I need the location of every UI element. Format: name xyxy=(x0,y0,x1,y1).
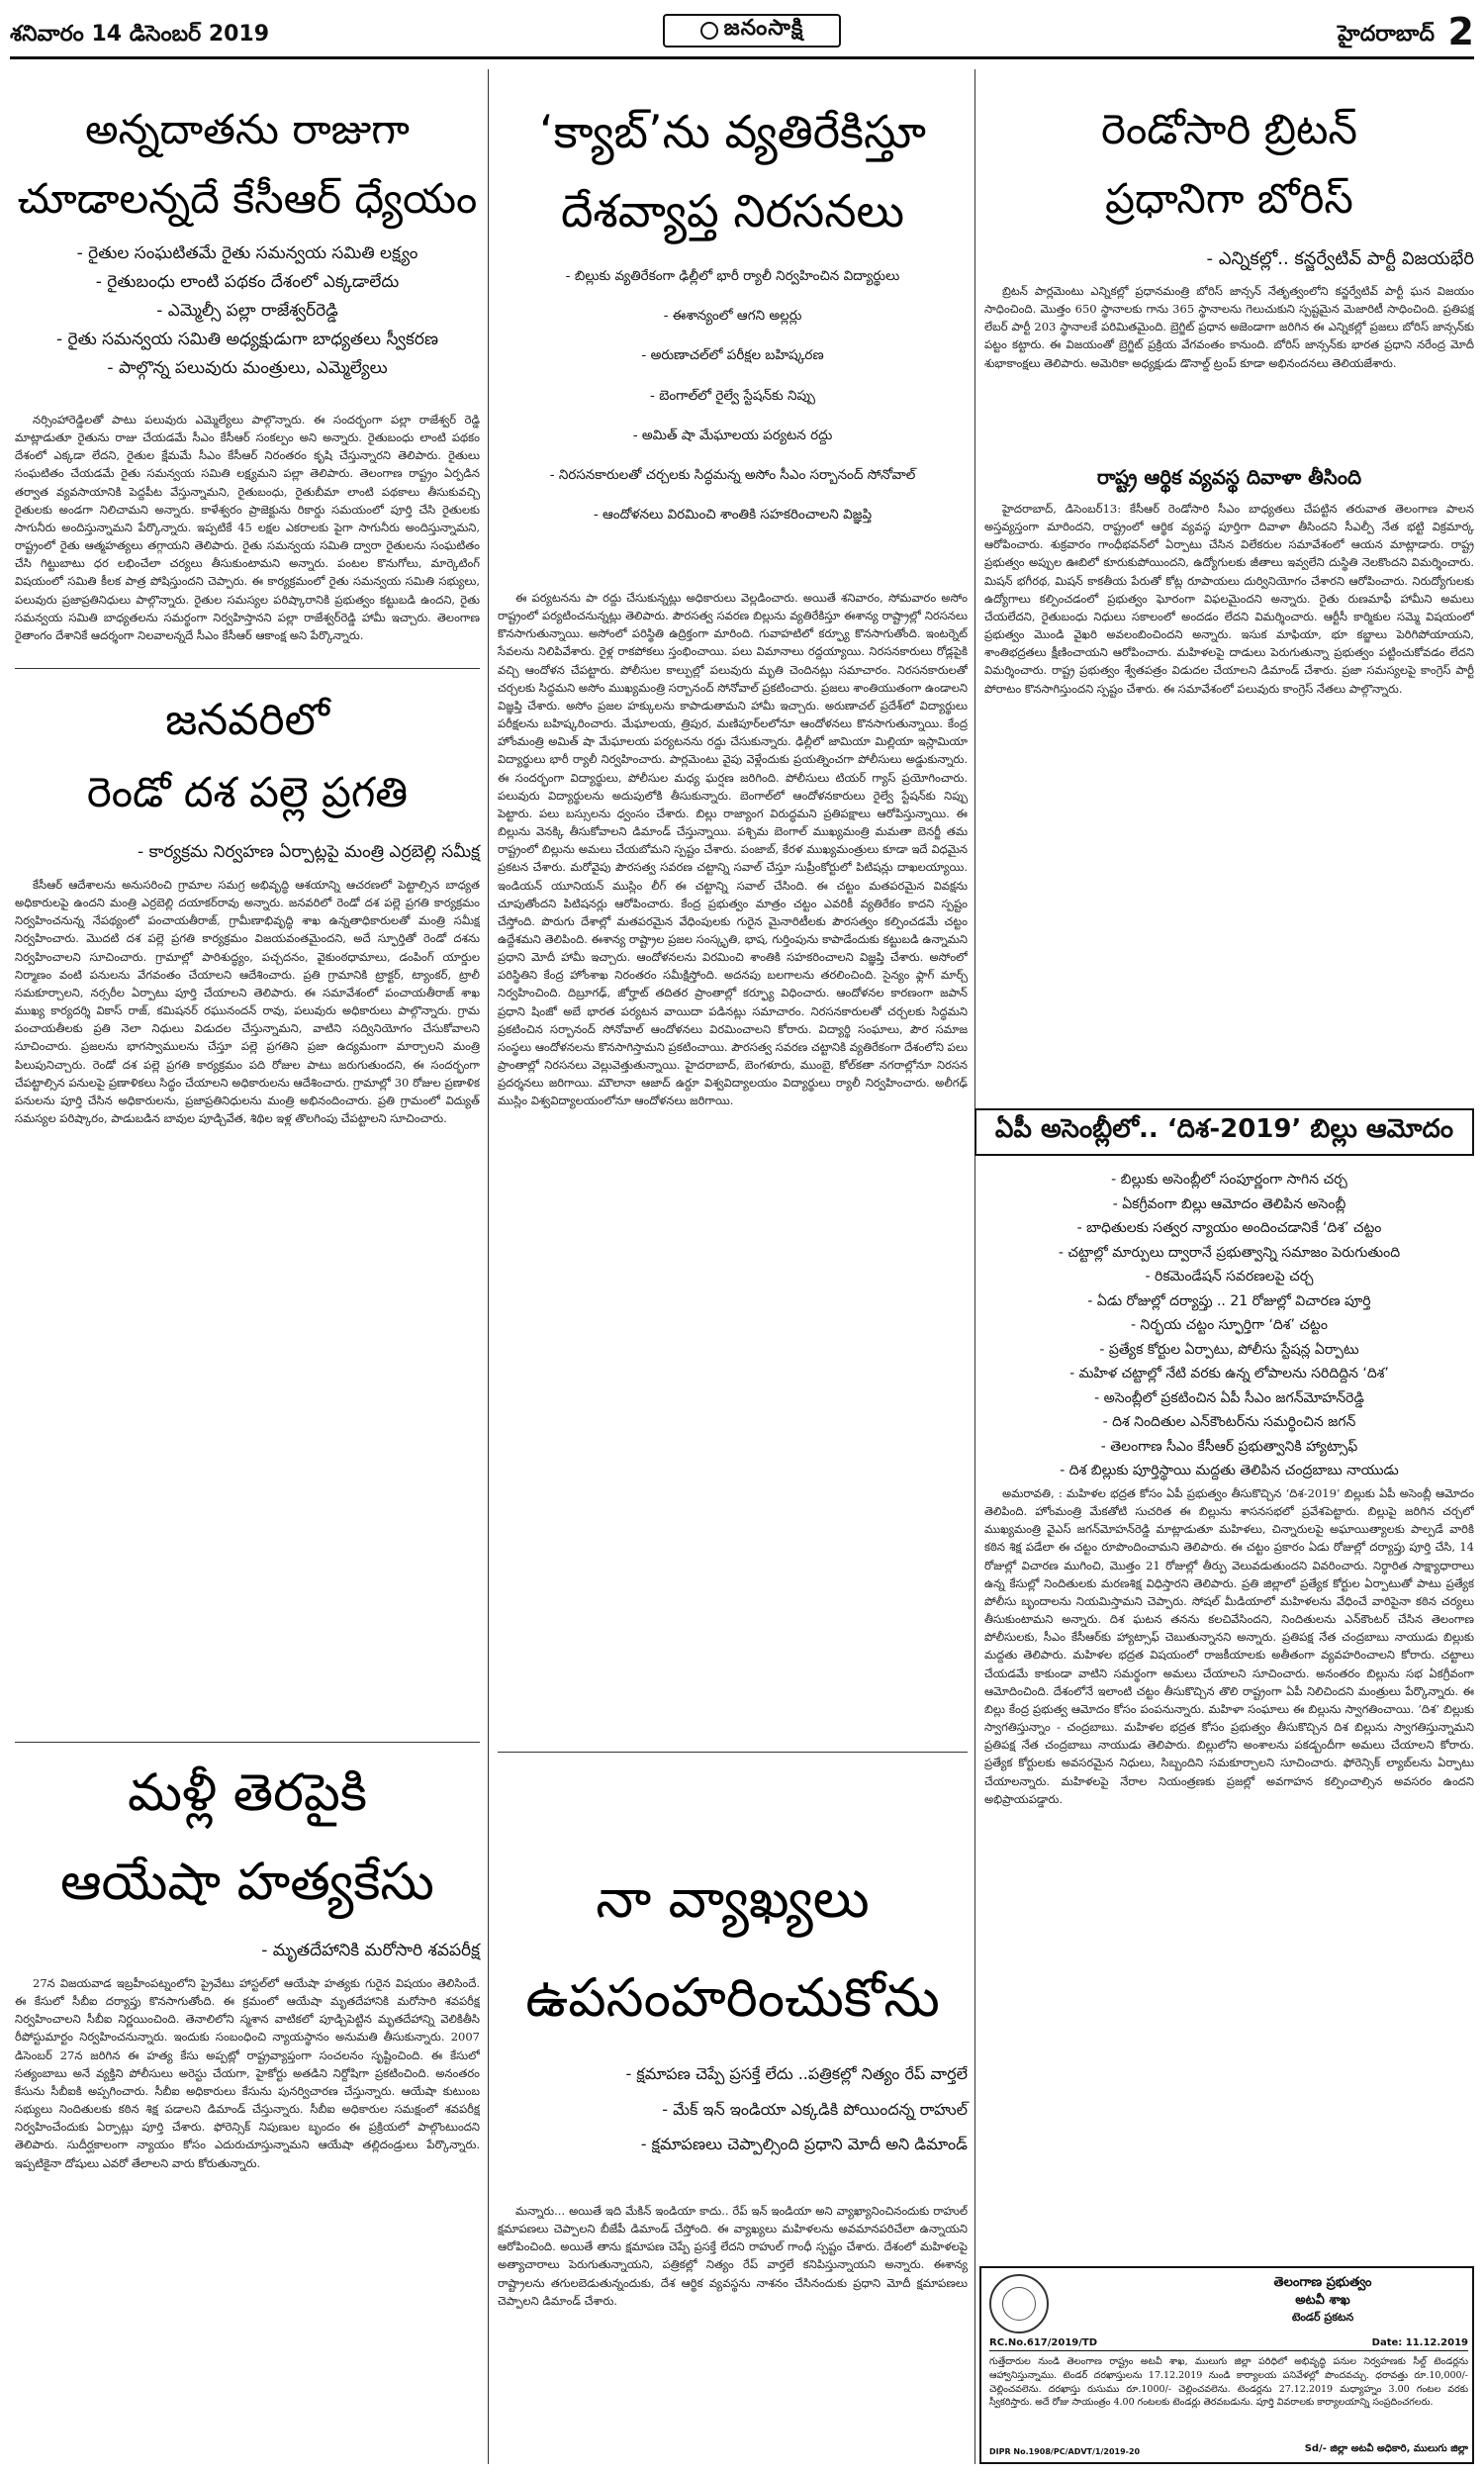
logo-icon xyxy=(700,22,718,40)
subhead: - రైతుబంధు లాంటి పథకం దేశంలో ఎక్కడాలేదు xyxy=(95,271,400,292)
subhead-boris: - ఎన్నికల్లో.. కన్జర్వేటివ్‌ పార్టీ విజయభేరి xyxy=(1206,248,1474,269)
ad-rc-number: RC.No.617/2019/TD xyxy=(989,2337,1098,2348)
article-body-cab: ఈ పర్యటనను పా రద్దు చేసుకున్నట్లు అధికారులు వెల్లడించారు. అయితే శనివారం, సోమవారం అసోం రాష్ట్రంలో పర్యటించనున్నట్లు తెలిపారు. పౌరసత్వ సవరణ బిల్లును వ్యతిరేకిస్తూ ఈశాన్య రాష్ట్రాల్లో నిరసనలు కొనసాగుతున్నాయి. అసోంలో పరిస్థితి ఉద్రిక్తంగా మారింది. గువాహటిలో కర్ఫ్యూ కొనసాగుతోంది. ఇంటర్నెట్‌ సేవలను నిలిపివేశారు. రైళ్ల రాకపోకలు స్తంభించాయి. పలు విమానాలు రద్దయ్యాయి. నిరసనకారులు రోడ్లపైకి వచ్చి ఆందోళన చేపట్టారు. పోలీసుల కాల్పుల్లో పలువురు మృతి చెందినట్లు సమాచారం. నిరసనకారులతో చర్చలకు సిద్ధమని అసోం ముఖ్యమంత్రి సర్బానంద్‌ సోనోవాల్‌ ప్రకటించారు. ప్రజలు శాంతియుతంగా ఉండాలని విజ్ఞప్తి చేశారు. అసోం ప్రజల హక్కులను కాపాడుతామని హామీ ఇచ్చారు. అరుణాచల్‌ ప్రదేశ్‌లో విద్యార్థులు పరీక్షలను బహిష్కరించారు. మేఘాలయ, త్రిపుర, మణిపూర్‌లలోనూ ఆందోళనలు కొనసాగుతున్నాయి. కేంద్ర హోంమంత్రి అమిత్‌ షా మేఘాలయ పర్యటనను రద్దు చేసుకున్నారు. ఢిల్లీలో జామియా మిల్లియా ఇస్లామియా విద్యార్థులు భారీ ర్యాలీ నిర్వహించారు. పార్లమెంటు వైపు వెళ్లేందుకు ప్రయత్నించగా పోలీసులు అడ్డుకున్నారు. ఈ సందర్భంగా విద్యార్థులు, పోలీసుల మధ్య ఘర్షణ జరిగింది. పోలీసులు టియర్‌ గ్యాస్‌ ప్రయోగించారు. పలువురు విద్యార్థులను అదుపులోకి తీసుకున్నారు. బెంగాల్‌లో ఆందోళనకారులు రైల్వే స్టేషన్‌కు నిప్పు పెట్టారు. పలు బస్సులను ధ్వంసం చేశారు. బిల్లు రాజ్యాంగ విరుద్ధమని ప్రతిపక్షాలు ఆరోపిస్తున్నాయి. ఈ బిల్లును వెనక్కి తీసుకోవాలని డిమాండ్‌ చేస్తున్నాయి. పశ్చిమ బెంగాల్‌ ముఖ్యమంత్రి మమతా బెనర్జీ తమ రాష్ట్రంలో బిల్లును అమలు చేయబోమని స్పష్టం చేశారు. పంజాబ్‌, కేరళ ముఖ్యమంత్రులు కూడా ఇదే విధమైన ప్రకటన చేశారు. మరోవైపు పౌరసత్వ సవరణ చట్టాన్ని సవాల్‌ చేస్తూ సుప్రీంకోర్టులో పిటిషన్లు దాఖలయ్యాయి. ఇండియన్‌ యూనియన్‌ ముస్లిం లీగ్‌ ఈ చట్టాన్ని సవాల్‌ చేసింది. ఈ చట్టం మతపరమైన వివక్షను చూపుతోందని పిటిషనర్లు ఆరోపించారు. కేంద్ర ప్రభుత్వం మాత్రం చట్టం ఎవరికీ వ్యతిరేకం కాదని స్పష్టం చేస్తోంది. పొరుగు దేశాల్లో మతపరమైన వేధింపులకు గురైన మైనారిటీలకు పౌరసత్వం కల్పించడమే చట్టం ఉద్దేశమని తెలిపింది. ఈశాన్య రాష్ట్రాల ప్రజల సంస్కృతి, భాష, గుర్తింపును కాపాడేందుకు కట్టుబడి ఉన్నామని ప్రధాని మోదీ హామీ ఇచ్చారు. ఆందోళనలను విరమించి శాంతికి సహకరించాలని విజ్ఞప్తి చేశారు. అసోంలో పరిస్థితిని కేంద్ర హోంశాఖ నిరంతరం సమీక్షిస్తోంది. అదనపు బలగాలను తరలించింది. సైన్యం ఫ్లాగ్‌ మార్చ్‌ నిర్వహించింది. దిబ్రూగఢ్‌, జోర్హాట్‌ తదితర ప్రాంతాల్లో కర్ఫ్యూ విధించారు. ఆందోళనల కారణంగా జపాన్‌ ప్రధాని షింజో అబే భారత పర్యటన వాయిదా పడినట్లు సమాచారం. నిరసనకారులతో చర్చలకు సిద్ధమని ప్రకటించిన సర్బానంద్‌ సోనోవాల్‌ ఆందోళనలు విరమించాలని కోరారు. విద్యార్థి సంఘాలు, పౌర సమాజ సంస్థలు ఆందోళనలను కొనసాగిస్తామని ప్రకటించాయి. పౌరసత్వ సవరణ చట్టానికి వ్యతిరేకంగా దేశంలోని పలు ప్రాంతాల్లో నిరసనలు వెల్లువెత్తుతున్నాయి. హైదరాబాద్‌, బెంగళూరు, ముంబై, కోల్‌కతా నగరాల్లోనూ నిరసన ప్రదర్శనలు జరిగాయి. మౌలానా ఆజాద్‌ ఉర్దూ విశ్వవిద్యాలయం విద్యార్థులు ర్యాలీ నిర్వహించారు. అలీగఢ్‌ ముస్లిం విశ్వవిద్యాలయంలోనూ ఆందోళనలు జరిగాయి. xyxy=(498,591,968,1108)
headline-annadata-line-2: చూడాలన్నదే కేసీఆర్‌ ధ్యేయం xyxy=(17,174,478,223)
article-divider xyxy=(498,1752,968,1753)
article-divider xyxy=(15,668,480,669)
subhead: - క్షమాపణలు చెప్పాల్సింది ప్రధాని మోదీ అని డిమాండ్‌ xyxy=(640,2135,968,2154)
bullet-item: - రికమెండేషన్‌ సవరణలపై చర్చ xyxy=(1145,1269,1314,1285)
ad-reference-row xyxy=(989,2337,1468,2351)
ad-dipr-number: DIPR No.1908/PC/ADVT/1/2019-20 xyxy=(989,2447,1141,2456)
ad-date: Date: 11.12.2019 xyxy=(1371,2337,1468,2348)
article-body-annadata: నర్సింహారెడ్డిలతో పాటు పలువురు ఎమ్మెల్యేలు పాల్గొన్నారు. ఈ సందర్భంగా పల్లా రాజేశ్వర్‌ రెడ్డి మాట్లాడుతూ రైతును రాజు చేయడమే సీఎం కేసీఆర్‌ సంకల్పం అని అన్నారు. రైతుబంధు లాంటి పథకం దేశంలో ఎక్కడా లేదని, రైతుల క్షేమమే సీఎం కేసీఆర్‌ నిరంతరం కృషి చేస్తున్నారని తెలిపారు. రైతులు సంఘటితం చేయడమే రైతు సమన్వయ సమితి లక్ష్యమని పల్లా తెలిపారు. తెలంగాణ రాష్ట్రం ఏర్పడిన తర్వాత వ్యవసాయానికి పెద్దపీట వేస్తున్నామని, రైతుబంధు, రైతుబీమా లాంటి పథకాలు తీసుకువచ్చి రైతులకు అండగా నిలిచామని అన్నారు. కాళేశ్వరం ప్రాజెక్టును రికార్డు సమయంలో పూర్తి చేసి రైతులకు సాగునీరు అందిస్తున్నామని పేర్కొన్నారు. ఇప్పటికే 45 లక్షల ఎకరాలకు పైగా సాగునీరు అందిస్తున్నామని, రాష్ట్రంలో రైతు ఆత్మహత్యలు తగ్గాయని తెలిపారు. రైతు సమన్వయ సమితి ద్వారా రైతులను సంఘటితం చేసి గిట్టుబాటు ధర లభించేలా చర్యలు తీసుకుంటామని అన్నారు. పంటల కొనుగోలు, మార్కెటింగ్‌ విషయంలో సమితి కీలక పాత్ర పోషిస్తుందని చెప్పారు. ఈ కార్యక్రమంలో రైతు సమన్వయ సమితి సభ్యులు, పలువురు ప్రజాప్రతినిధులు పాల్గొన్నారు. రైతుల సమస్యల పరిష్కారానికి ప్రభుత్వం కట్టుబడి ఉందని, రైతు సమన్వయ సమితి బాధ్యతలను సమర్థంగా నిర్వహిస్తానని పల్లా రాజేశ్వర్‌రెడ్డి హామీ ఇచ్చారు. తెలంగాణ రైతాంగం దేశానికే ఆదర్శంగా నిలవాలన్నదే సీఎం కేసీఆర్‌ ఆకాంక్ష అని పేర్కొన్నారు. xyxy=(15,413,480,642)
bullet-item: - దిశ బిల్లుకు పూర్తిస్థాయి మద్దతు తెలిపిన చంద్రబాబు నాయుడు xyxy=(1060,1463,1399,1478)
subhead-economy: రాష్ట్ర ఆర్థిక వ్యవస్థ దివాళా తీసింది xyxy=(1096,465,1362,489)
tender-advertisement xyxy=(979,2266,1474,2464)
headline-disha-bill: ఏపీ అసెంబ్లీలో.. ‘దిశ-2019’ బిల్లు ఆమోదం xyxy=(974,1108,1474,1156)
ad-department: తెలంగాణ ప్రభుత్వం అటవీ శాఖ టెండర్‌ ప్రకటన xyxy=(1273,2275,1372,2325)
bullet-item: - బిల్లుకు అసెంబ్లీలో సంపూర్ణంగా సాగిన చర్చ xyxy=(1111,1172,1347,1188)
headline-cab-line-2: దేశవ్యాప్త నిరసనలు xyxy=(560,184,905,238)
bullet-item: - మహిళ చట్టాల్లో నేటి వరకు ఉన్న లోపాలను సరిదిద్దిన ‘దిశ’ xyxy=(1069,1366,1389,1381)
edition-city: హైదరాబాద్ xyxy=(1338,22,1435,47)
page-number: 2 xyxy=(1447,10,1474,53)
subhead-palle-pragathi: - కార్యక్రమ నిర్వహణ ఏర్పాట్లపై మంత్రి ఎర్రబెల్లి సమీక్ష xyxy=(138,842,480,862)
subhead: - ఆందోళనలు విరమించి శాంతికి సహకరించాలని విజ్ఞప్తి xyxy=(593,507,873,524)
subhead: - బెంగాల్‌లో రైల్వే స్టేషన్‌కు నిప్పు xyxy=(650,387,815,404)
bullet-item: - చట్టాల్లో మార్పులు ద్వారానే ప్రభుత్వాన్ని సమాజం పెరుగుతుంది xyxy=(1058,1244,1401,1261)
subhead: - అరుణాచల్‌లో పరీక్షల బహిష్కరణ xyxy=(641,347,824,364)
subhead: - అమిత్‌ షా మేఘాలయ పర్యటన రద్దు xyxy=(632,427,833,443)
bullet-item: - దిశ నిందితుల ఎన్‌కౌంటర్‌ను సమర్థించిన జగన్‌ xyxy=(1102,1414,1356,1430)
column-rule xyxy=(974,69,975,2464)
subhead: - నిరసనకారులతో చర్చలకు సిద్ధమన్న అసోం సీఎం సర్బానంద్‌ సోనోవాల్‌ xyxy=(549,467,916,484)
government-seal-icon xyxy=(989,2274,1049,2333)
article-body-disha-bill: అమరావతి, : మహిళల భద్రత కోసం ఏపీ ప్రభుత్వం తీసుకొచ్చిన ‘దిశ-2019’ బిల్లుకు ఏపీ అసెంబ్లీ ఆమోదం తెలిపింది. హోంమంత్రి మేకతోటి సుచరిత ఈ బిల్లును శాసనసభలో ప్రవేశపెట్టారు. బిల్లుపై జరిగిన చర్చలో ముఖ్యమంత్రి వైఎస్‌ జగన్‌మోహన్‌రెడ్డి మాట్లాడుతూ మహిళలు, చిన్నారులపై అఘాయిత్యాలకు పాల్పడే వారికి కఠిన శిక్ష పడేలా ఈ చట్టం రూపొందించామని తెలిపారు. ఈ చట్టం ప్రకారం ఏడు రోజుల్లో దర్యాప్తు పూర్తి చేసి, 14 రోజుల్లో విచారణ ముగించి, మొత్తం 21 రోజుల్లో తీర్పు వెలువడుతుందని వివరించారు. నిర్ధారిత సాక్ష్యాధారాలు ఉన్న కేసుల్లో నిందితులకు మరణశిక్ష విధిస్తారని తెలిపారు. ప్రతి జిల్లాలో ప్రత్యేక కోర్టుల ఏర్పాటుతో పాటు ప్రత్యేక పోలీసు బృందాలను నియమిస్తామని చెప్పారు. సోషల్‌ మీడియాలో మహిళలను వేధించే వారిపైనా కఠిన చర్యలు తీసుకుంటామని అన్నారు. దిశ ఘటన తనను కలచివేసిందని, నిందితులను ఎన్‌కౌంటర్‌ చేసిన తెలంగాణ పోలీసులకు, సీఎం కేసీఆర్‌కు హ్యాట్సాఫ్‌ చెబుతున్నానని అన్నారు. ప్రతిపక్ష నేత చంద్రబాబు నాయుడు బిల్లుకు మద్దతు తెలిపారు. మహిళల భద్రత విషయంలో రాజకీయాలకు అతీతంగా వ్యవహరించాలని కోరారు. చట్టాలు చేయడమే కాకుండా వాటిని సమర్థంగా అమలు చేయాలని సూచించారు. అనంతరం బిల్లును సభ ఏకగ్రీవంగా ఆమోదించింది. దేశంలోనే ఇలాంటి చట్టం తీసుకొచ్చిన తొలి రాష్ట్రంగా ఏపీ నిలిచిందని మంత్రులు పేర్కొన్నారు. ఈ బిల్లు కేంద్ర ప్రభుత్వ ఆమోదం కోసం పంపనున్నారు. మహిళా సంఘాలు ఈ బిల్లును స్వాగతించాయి. ‘దిశ’ బిల్లుకు స్వాగతిస్తున్నాం - చంద్రబాబు. మహిళల భద్రత కోసం ప్రభుత్వం తీసుకొచ్చిన దిశ బిల్లును స్వాగతిస్తున్నామని ప్రతిపక్ష నేత చంద్రబాబు నాయుడు తెలిపారు. బిల్లులోని అంశాలను పకడ్బందీగా అమలు చేయాలని కోరారు. ప్రత్యేక కోర్టులకు అవసరమైన నిధులు, సిబ్బందిని సమకూర్చాలని సూచించారు. ఫోరెన్సిక్‌ ల్యాబ్‌లను ఏర్పాటు చేయాలన్నారు. మహిళలపై నేరాల నియంత్రణకు ప్రజల్లో అవగాహన కల్పించాల్సిన అవసరం ఉందని అభిప్రాయపడ్డారు. xyxy=(984,1486,1474,1806)
subhead: - మేక్‌ ఇన్‌ ఇండియా ఎక్కడికి పోయిందన్న రాహుల్‌ xyxy=(662,2099,968,2119)
headline-ayesha-line-2: ఆయేషా హత్యకేసు xyxy=(60,1853,434,1912)
article-body-palle-pragathi: కేసీఆర్‌ ఆదేశాలను అనుసరించి గ్రామాల సమగ్ర అభివృద్ధి ఆశయాన్ని ఆచరణలో పెట్టాల్సిన బాధ్యత అధికారులపై ఉందని మంత్రి ఎర్రబెల్లి దయాకర్‌రావు అన్నారు. జనవరిలో రెండో దశ పల్లె ప్రగతి కార్యక్రమం నిర్వహించనున్న నేపథ్యంలో పంచాయతీరాజ్‌, గ్రామీణాభివృద్ధి శాఖ ఉన్నతాధికారులతో మంత్రి సమీక్ష నిర్వహించారు. మొదటి దశ పల్లె ప్రగతి కార్యక్రమం విజయవంతమైందని, అదే స్ఫూర్తితో రెండో దశను నిర్వహించాలని సూచించారు. గ్రామాల్లో పారిశుద్ధ్యం, పచ్చదనం, వైకుంఠధామాలు, డంపింగ్‌ యార్డుల నిర్మాణం వంటి పనులను వేగవంతం చేయాలని ఆదేశించారు. ప్రతి గ్రామానికి ట్రాక్టర్‌, ట్యాంకర్‌, ట్రాలీ సమకూర్చాలని, నర్సరీల ఏర్పాటు పూర్తి చేయాలని తెలిపారు. ఈ సమావేశంలో పంచాయతీరాజ్‌ శాఖ ముఖ్య కార్యదర్శి వికాస్‌ రాజ్‌, కమిషనర్‌ రఘునందన్‌ రావు, పలువురు అధికారులు పాల్గొన్నారు. గ్రామ పంచాయతీలకు ప్రతి నెలా నిధులు విడుదల చేస్తున్నామని, వాటిని సద్వినియోగం చేసుకోవాలని సూచించారు. ప్రజలను భాగస్వాములను చేస్తూ పల్లె ప్రగతిని ప్రజా ఉద్యమంగా మార్చాలని మంత్రి పిలుపునిచ్చారు. రెండో దశ పల్లె ప్రగతి కార్యక్రమం పది రోజుల పాటు జరుగుతుందని, ఈ సందర్భంగా చేపట్టాల్సిన పనులపై ప్రణాళికలు సిద్ధం చేయాలని అధికారులను ఆదేశించారు. గ్రామాల్లో 30 రోజుల ప్రణాళిక పనులను పూర్తి చేసిన అధికారులను, ప్రజాప్రతినిధులను మంత్రి అభినందించారు. ప్రతి గ్రామంలో విద్యుత్‌ సమస్యల పరిష్కారం, పాడుబడిన బావుల పూడ్చివేత, శిథిల ఇళ్ల తొలగింపు చేపట్టాలని సూచించారు. xyxy=(15,878,480,1126)
subhead: - పాల్గొన్న పలువురు మంత్రులు, ఎమ్మెల్యేలు xyxy=(107,357,388,378)
bullet-item: - తెలంగాణ సీఎం కేసీఆర్‌ ప్రభుత్వానికి హ్యాట్సాఫ్‌ xyxy=(1100,1438,1358,1455)
bullet-item: - ఏడు రోజుల్లో దర్యాప్తు .. 21 రోజుల్లో విచారణ పూర్తి xyxy=(1087,1292,1371,1309)
headline-boris-line-1: రెండోసారి బ్రిటన్‌ xyxy=(1101,105,1357,153)
article-divider xyxy=(15,1742,480,1743)
subhead: - రైతుల సంఘటితమే రైతు సమన్వయ సమితి లక్ష్యం xyxy=(76,243,418,263)
subhead: - బిల్లుకు వ్యతిరేకంగా ఢిల్లీలో భారీ ర్యాలీ నిర్వహించిన విద్యార్థులు xyxy=(565,268,900,284)
bullet-item: - ప్రత్యేక కోర్టుల ఏర్పాటు, పోలీసు స్టేషన్ల ఏర్పాటు xyxy=(1099,1341,1359,1358)
column-rule xyxy=(488,69,489,2464)
subheads-annadata xyxy=(15,242,480,386)
bullet-item: - ఏకగ్రీవంగా బిల్లు ఆమోదం తెలిపిన అసెంబ్లీ xyxy=(1112,1195,1346,1212)
headline-palle-pragathi-line-1: జనవరిలో xyxy=(165,695,329,745)
headline-rahul-line-1: నా వ్యాఖ్యలు xyxy=(596,1867,870,1930)
article-body-ayesha: 27న విజయవాడ ఇబ్రహీంపట్నంలోని ప్రైవేటు హాస్టల్‌లో ఆయేషా హత్యకు గురైన విషయం తెలిసిందే. ఈ కేసులో సీబీఐ దర్యాప్తు కొనసాగుతోంది. ఈ క్రమంలో ఆయేషా మృతదేహానికి మరోసారి శవపరీక్ష నిర్వహించాలని సీబీఐ నిర్ణయించింది. తెనాలిలోని స్మశాన వాటికలో పూడ్చిపెట్టిన మృతదేహాన్ని వెలికితీసి రీపోస్టుమార్టం నిర్వహించనున్నారు. ఇందుకు సంబంధించి న్యాయస్థానం అనుమతి తీసుకున్నారు. 2007 డిసెంబర్‌ 27న జరిగిన ఈ హత్య కేసు అప్పట్లో రాష్ట్రవ్యాప్తంగా సంచలనం సృష్టించింది. ఈ కేసులో సత్యంబాబు అనే వ్యక్తిని పోలీసులు అరెస్టు చేయగా, హైకోర్టు అతడిని నిర్దోషిగా ప్రకటించింది. అనంతరం కేసును సీబీఐకి అప్పగించారు. సీబీఐ అధికారులు కేసును పునర్విచారణ చేస్తున్నారు. ఆయేషా కుటుంబ సభ్యులు నిందితులకు కఠిన శిక్ష పడాలని డిమాండ్‌ చేస్తున్నారు. సీబీఐ అధికారుల సమక్షంలో శవపరీక్ష నిర్వహించేందుకు ఏర్పాట్లు పూర్తి చేశారు. ఫోరెన్సిక్‌ నిపుణుల బృందం ఈ ప్రక్రియలో పాల్గొంటుందని తెలిపారు. సుదీర్ఘకాలంగా న్యాయం కోసం ఎదురుచూస్తున్నామని ఆయేషా తల్లిదండ్రులు పేర్కొన్నారు. ఇప్పటికైనా దోషులు ఎవరో తేలాలని వారు కోరుతున్నారు. xyxy=(15,1976,480,2170)
ad-body: గుత్తేదారుల నుండి తెలంగాణ రాష్ట్రం అటవీ శాఖ, ములుగు జిల్లా పరిధిలో అభివృద్ధి పనుల నిర్వహణకు సీల్డ్‌ టెండర్లను ఆహ్వానిస్తున్నాము. టెండర్‌ దరఖాస్తులను 17.12.2019 నుండి కార్యాలయ పనివేళల్లో పొందవచ్చు. ధరావత్తు రూ.10,000/- చెల్లించవలెను. దరఖాస్తు రుసుము రూ.1000/- చెల్లించవలెను. టెండర్లను 27.12.2019 మధ్యాహ్నం 3.00 గంటల వరకు స్వీకరిస్తారు. అదే రోజు సాయంత్రం 4.00 గంటలకు టెండర్లు తెరవబడును. పూర్తి వివరాలకు కార్యాలయాన్ని సంప్రదించగలరు. xyxy=(989,2356,1468,2409)
subhead-ayesha: - మృతదేహానికి మరోసారి శవపరీక్ష xyxy=(261,1941,480,1960)
article-body-economy: హైదరాబాద్‌, డిసెంబర్‌13: కేసీఆర్‌ రెండోసారి సీఎం బాధ్యతలు చేపట్టిన తరువాత తెలంగాణ పాలన అస్తవ్యస్తంగా మారిందని, రాష్ట్రంలో ఆర్థిక వ్యవస్థ పూర్తిగా దివాళా తీసిందని సీఎల్పీ నేత భట్టి విక్రమార్క ఆరోపించారు. శుక్రవారం గాంధీభవన్‌లో ఏర్పాటు చేసిన విలేకరుల సమావేశంలో ఆయన మాట్లాడారు. రాష్ట్ర ప్రభుత్వం అప్పుల ఊబిలో కూరుకుపోయిందని, ఉద్యోగులకు జీతాలు ఇవ్వలేని దుస్థితి నెలకొందని విమర్శించారు. మిషన్‌ భగీరథ, మిషన్‌ కాకతీయ పేరుతో కోట్ల రూపాయలు దుర్వినియోగం చేశారని ఆరోపించారు. నిరుద్యోగులకు ఉద్యోగాలు కల్పించడంలో ప్రభుత్వం ఘోరంగా విఫలమైందని అన్నారు. రైతు రుణమాఫీ హామీని అమలు చేయలేదని, రైతుబంధు నిధులు సకాలంలో అందడం లేదని విమర్శించారు. ఆర్టీసీ కార్మికుల సమ్మె విషయంలో ప్రభుత్వం మొండి వైఖరి అవలంబించిందని అన్నారు. ఇసుక మాఫియా, భూ కబ్జాలు పెరిగిపోయాయని, శాంతిభద్రతలు క్షీణించాయని ఆరోపించారు. మహిళలపై దాడులు పెరుగుతున్నా ప్రభుత్వం పట్టించుకోవడం లేదని విమర్శించారు. రాష్ట్ర ప్రభుత్వం శ్వేతపత్రం విడుదల చేయాలని డిమాండ్‌ చేశారు. ప్రజా సమస్యలపై కాంగ్రెస్‌ పార్టీ పోరాటం కొనసాగిస్తుందని స్పష్టం చేశారు. ఈ సమావేశంలో పలువురు కాంగ్రెస్‌ నేతలు పాల్గొన్నారు. xyxy=(984,502,1474,696)
subhead: - ఈశాన్యంలో ఆగని అల్లర్లు xyxy=(663,308,802,325)
subhead: - ఎమ్మెల్సీ పల్లా రాజేశ్వర్‌రెడ్డి xyxy=(156,300,338,321)
headline-ayesha-line-1: మళ్లీ తెరపైకి xyxy=(127,1763,368,1823)
subhead: - క్షమాపణ చెప్పే ప్రసక్తే లేదు ..పత్రికల్లో నిత్యం రేప్‌ వార్తలే xyxy=(625,2064,968,2083)
bullet-item: - అసెంబ్లీలో ప్రకటించిన ఏపీ సీఎం జగన్‌మోహన్‌రెడ్డి xyxy=(1094,1389,1364,1406)
issue-date: శనివారం 14 డిసెంబర్ 2019 xyxy=(10,22,270,47)
headline-cab-line-1: ‘క్యాబ్‌’ను వ్యతిరేకిస్తూ xyxy=(538,105,927,158)
newspaper-logo xyxy=(663,14,841,48)
headline-palle-pragathi-line-2: రెండో దశ పల్లె ప్రగతి xyxy=(86,768,409,816)
bullet-item: - నిర్భయ చట్టం స్ఫూర్తిగా ‘దిశ’ చట్టం xyxy=(1131,1317,1328,1333)
headline-rahul-line-2: ఉపసంహరించుకోను xyxy=(525,1966,940,2029)
headline-boris-line-2: ప్రధానిగా బోరిస్‌ xyxy=(1105,174,1353,223)
bullet-item: - బాధితులకు సత్వర న్యాయం అందించడానికే ‘దిశ’ చట్టం xyxy=(1076,1220,1382,1236)
bullets-disha-bill xyxy=(984,1168,1474,1483)
subheads-cab xyxy=(498,267,968,546)
article-body-boris: బ్రిటన్‌ పార్లమెంటు ఎన్నికల్లో ప్రధానమంత్రి బోరిస్‌ జాన్సన్‌ నేతృత్వంలోని కన్జర్వేటివ్‌ పార్టీ ఘన విజయం సాధించింది. మొత్తం 650 స్థానాలకు గాను 365 స్థానాలను గెలుచుకుని స్పష్టమైన మెజారిటీ సాధించింది. ప్రతిపక్ష లేబర్‌ పార్టీ 203 స్థానాలకే పరిమితమైంది. బ్రెగ్జిట్‌ ప్రధాన అజెండాగా జరిగిన ఈ ఎన్నికల్లో ప్రజలు బోరిస్‌ జాన్సన్‌కు పట్టం కట్టారు. ఈ విజయంతో బ్రెగ్జిట్‌ ప్రక్రియ వేగవంతం కానుంది. బోరిస్‌ జాన్సన్‌కు భారత ప్రధాని నరేంద్ర మోదీ శుభాకాంక్షలు తెలిపారు. అమెరికా అధ్యక్షుడు డొనాల్డ్‌ ట్రంప్‌ కూడా అభినందనలు తెలియజేశారు. xyxy=(984,284,1474,370)
article-body-rahul: మన్నారు... అయితే ఇది మేకిన్‌ ఇండియా కాదు.. రేప్‌ ఇన్‌ ఇండియా అని వ్యాఖ్యానించినందుకు రాహుల్‌ క్షమాపణలు చెప్పాలని బీజేపీ డిమాండ్‌ చేస్తోంది. ఈ వ్యాఖ్యలు మహిళలను అవమానపరిచేలా ఉన్నాయని ఆరోపించింది. అయితే తాను క్షమాపణ చెప్పే ప్రసక్తే లేదని రాహుల్‌ గాంధీ స్పష్టం చేశారు. దేశంలో మహిళలపై అత్యాచారాలు పెరుగుతున్నాయని, పత్రికల్లో నిత్యం రేప్‌ వార్తలే కనిపిస్తున్నాయని అన్నారు. ఈశాన్య రాష్ట్రాలను తగులబెడుతున్నందుకు, దేశ ఆర్థిక వ్యవస్థను నాశనం చేసినందుకు ప్రధాని మోదీ క్షమాపణలు చెప్పాలని డిమాండ్‌ చేశారు. xyxy=(498,2204,968,2308)
subheads-rahul xyxy=(498,2063,968,2161)
ad-signature: Sd/- జిల్లా అటవీ అధికారి, ములుగు జిల్లా xyxy=(1304,2443,1468,2454)
masthead xyxy=(10,8,1474,59)
logo-text: జనంసాక్షి xyxy=(723,16,804,41)
headline-annadata-line-1: అన్నదాతను రాజుగా xyxy=(85,105,410,153)
subhead: - రైతు సమన్వయ సమితి అధ్యక్షుడుగా బాధ్యతలు స్వీకరణ xyxy=(55,329,438,349)
